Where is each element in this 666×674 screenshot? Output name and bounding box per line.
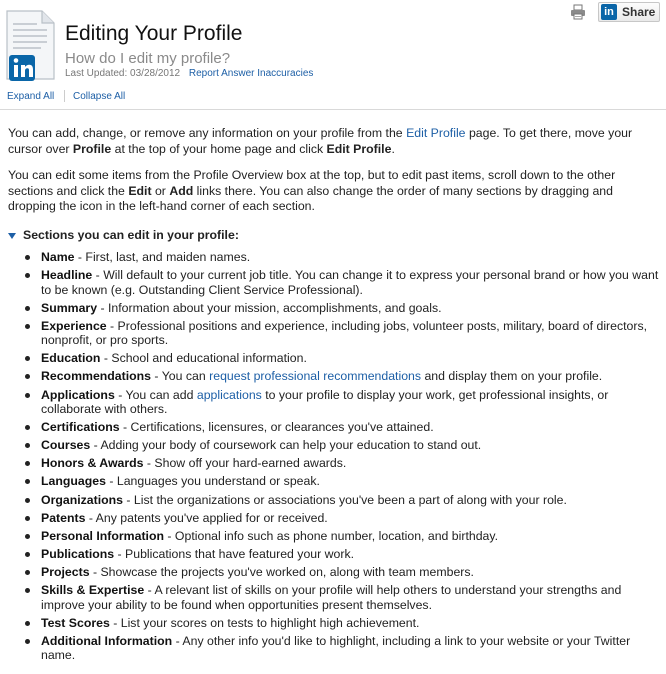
last-updated-text: Last Updated: 03/28/2012 (65, 68, 181, 79)
list-item (22, 369, 660, 384)
list-item (22, 616, 660, 631)
list-item-term: Courses (41, 438, 91, 453)
list-item-desc: - List your scores on tests to highlight high achievement. (109, 615, 420, 630)
list-item (22, 511, 660, 526)
article-intro (8, 126, 660, 226)
list-item-term: Experience (41, 318, 107, 333)
list-item (22, 250, 660, 265)
list-item (22, 420, 660, 435)
list-item-term: Certifications (41, 420, 120, 435)
list-item (22, 529, 660, 544)
list-item (22, 634, 660, 663)
list-item-term: Personal Information (41, 528, 164, 543)
list-item-desc: - School and educational information. (100, 351, 307, 366)
list-item-term: Honors & Awards (41, 456, 144, 471)
list-item-desc: - Languages you understand or speak. (105, 474, 320, 489)
last-updated-meta (65, 68, 313, 79)
list-item-term: Projects (41, 564, 90, 579)
list-item-link[interactable]: request professional recommendations (209, 369, 422, 384)
list-item (22, 474, 660, 489)
list-item (22, 388, 660, 417)
list-item-term: Headline (41, 268, 93, 283)
list-item (22, 301, 660, 316)
expand-all-link[interactable]: Expand All (7, 91, 55, 102)
expand-triangle-icon (8, 233, 16, 239)
list-item-term: Recommendations (41, 369, 152, 384)
list-item-desc: - Will default to your current job title. You can change it to express your personal brand or how you want to be known (e.g. Outstanding Client Service Professional). (41, 268, 659, 297)
list-item-term: Languages (41, 474, 106, 489)
page-subtitle: How do I edit my profile? (65, 50, 231, 67)
list-item-link[interactable]: applications (196, 387, 262, 402)
list-item-desc: - You can add (114, 387, 197, 402)
list-item-desc: - You can (151, 369, 210, 384)
list-item-desc: - Show off your hard-earned awards. (143, 456, 347, 471)
intro-paragraph-1: You can add, change, or remove any information on your profile from the Edit Profile page. To get there, move your cursor over Profile at the top of your home page and click Edit Profile. (8, 126, 633, 156)
list-item-desc: - Publications that have featured your work. (114, 546, 355, 561)
linkedin-document-icon (4, 9, 56, 81)
collapse-all-link[interactable]: Collapse All (73, 91, 126, 102)
expand-collapse-bar (0, 84, 666, 110)
linkedin-logo-icon: in (601, 4, 617, 20)
list-item-desc: - Showcase the projects you've worked on, along with team members. (89, 564, 474, 579)
printer-icon[interactable] (570, 4, 586, 20)
list-item-desc: and display them on your profile. (421, 369, 603, 384)
list-item-term: Organizations (41, 492, 123, 507)
list-item-term: Publications (41, 546, 115, 561)
list-item-desc: - List the organizations or associations you've been a part of along with your role. (123, 492, 567, 507)
list-item-desc: - Certifications, licensures, or clearances you've attained. (119, 420, 434, 435)
share-button-label: Share (622, 5, 656, 19)
list-item (22, 565, 660, 580)
list-item-desc: - Information about your mission, accomplishments, and goals. (97, 300, 442, 315)
list-item-desc: - Professional positions and experience, including jobs, volunteer posts, military, board of directors, nonprofit, or pro sports. (41, 318, 648, 348)
list-item-desc: - Any patents you've applied for or received. (85, 510, 328, 525)
list-item (22, 351, 660, 366)
list-item-term: Name (41, 250, 75, 264)
list-item-term: Skills & Expertise (41, 583, 145, 597)
list-item-desc: - Optional info such as phone number, location, and birthday. (164, 528, 499, 543)
sections-toggle[interactable] (8, 228, 239, 242)
page-title: Editing Your Profile (65, 22, 243, 45)
list-item (22, 268, 660, 297)
list-item-term: Applications (41, 387, 115, 402)
report-inaccuracies-link[interactable]: Report Answer Inaccuracies (188, 68, 314, 79)
list-item-term: Summary (41, 300, 98, 315)
list-item-term: Test Scores (41, 615, 110, 630)
list-item-term: Education (41, 351, 101, 366)
list-item-desc: - First, last, and maiden names. (74, 250, 251, 264)
list-item-desc: - A relevant list of skills on your profile will help others to understand your strengths and improve your ability to be found when opportunities present themselves. (41, 583, 622, 612)
intro-paragraph-2: You can edit some items from the Profile Overview box at the top, but to edit past items, scroll down to the other sections and click the Edit or Add links there. You can also change the order of many sections by dragging and dropping the icon in the left-hand corner of each section. (8, 168, 616, 213)
linkedin-share-button[interactable] (598, 2, 660, 22)
list-item-desc: - Any other info you'd like to highlight, including a link to your website or your Twitter name. (41, 633, 631, 663)
list-item-desc: - Adding your body of coursework can help your education to stand out. (90, 438, 482, 453)
sections-list (22, 250, 660, 666)
list-item (22, 319, 660, 348)
separator (64, 90, 65, 102)
list-item (22, 438, 660, 453)
list-item (22, 547, 660, 562)
list-item-term: Patents (41, 510, 86, 525)
list-item-desc: to your profile to display your work, get professional insights, or collaborate with others. (41, 387, 609, 417)
list-item (22, 493, 660, 508)
list-item (22, 456, 660, 471)
edit-profile-link[interactable]: Edit Profile (406, 126, 466, 140)
section-title: Sections you can edit in your profile: (23, 228, 239, 242)
list-item (22, 583, 660, 612)
list-item-term: Additional Information (41, 633, 173, 648)
